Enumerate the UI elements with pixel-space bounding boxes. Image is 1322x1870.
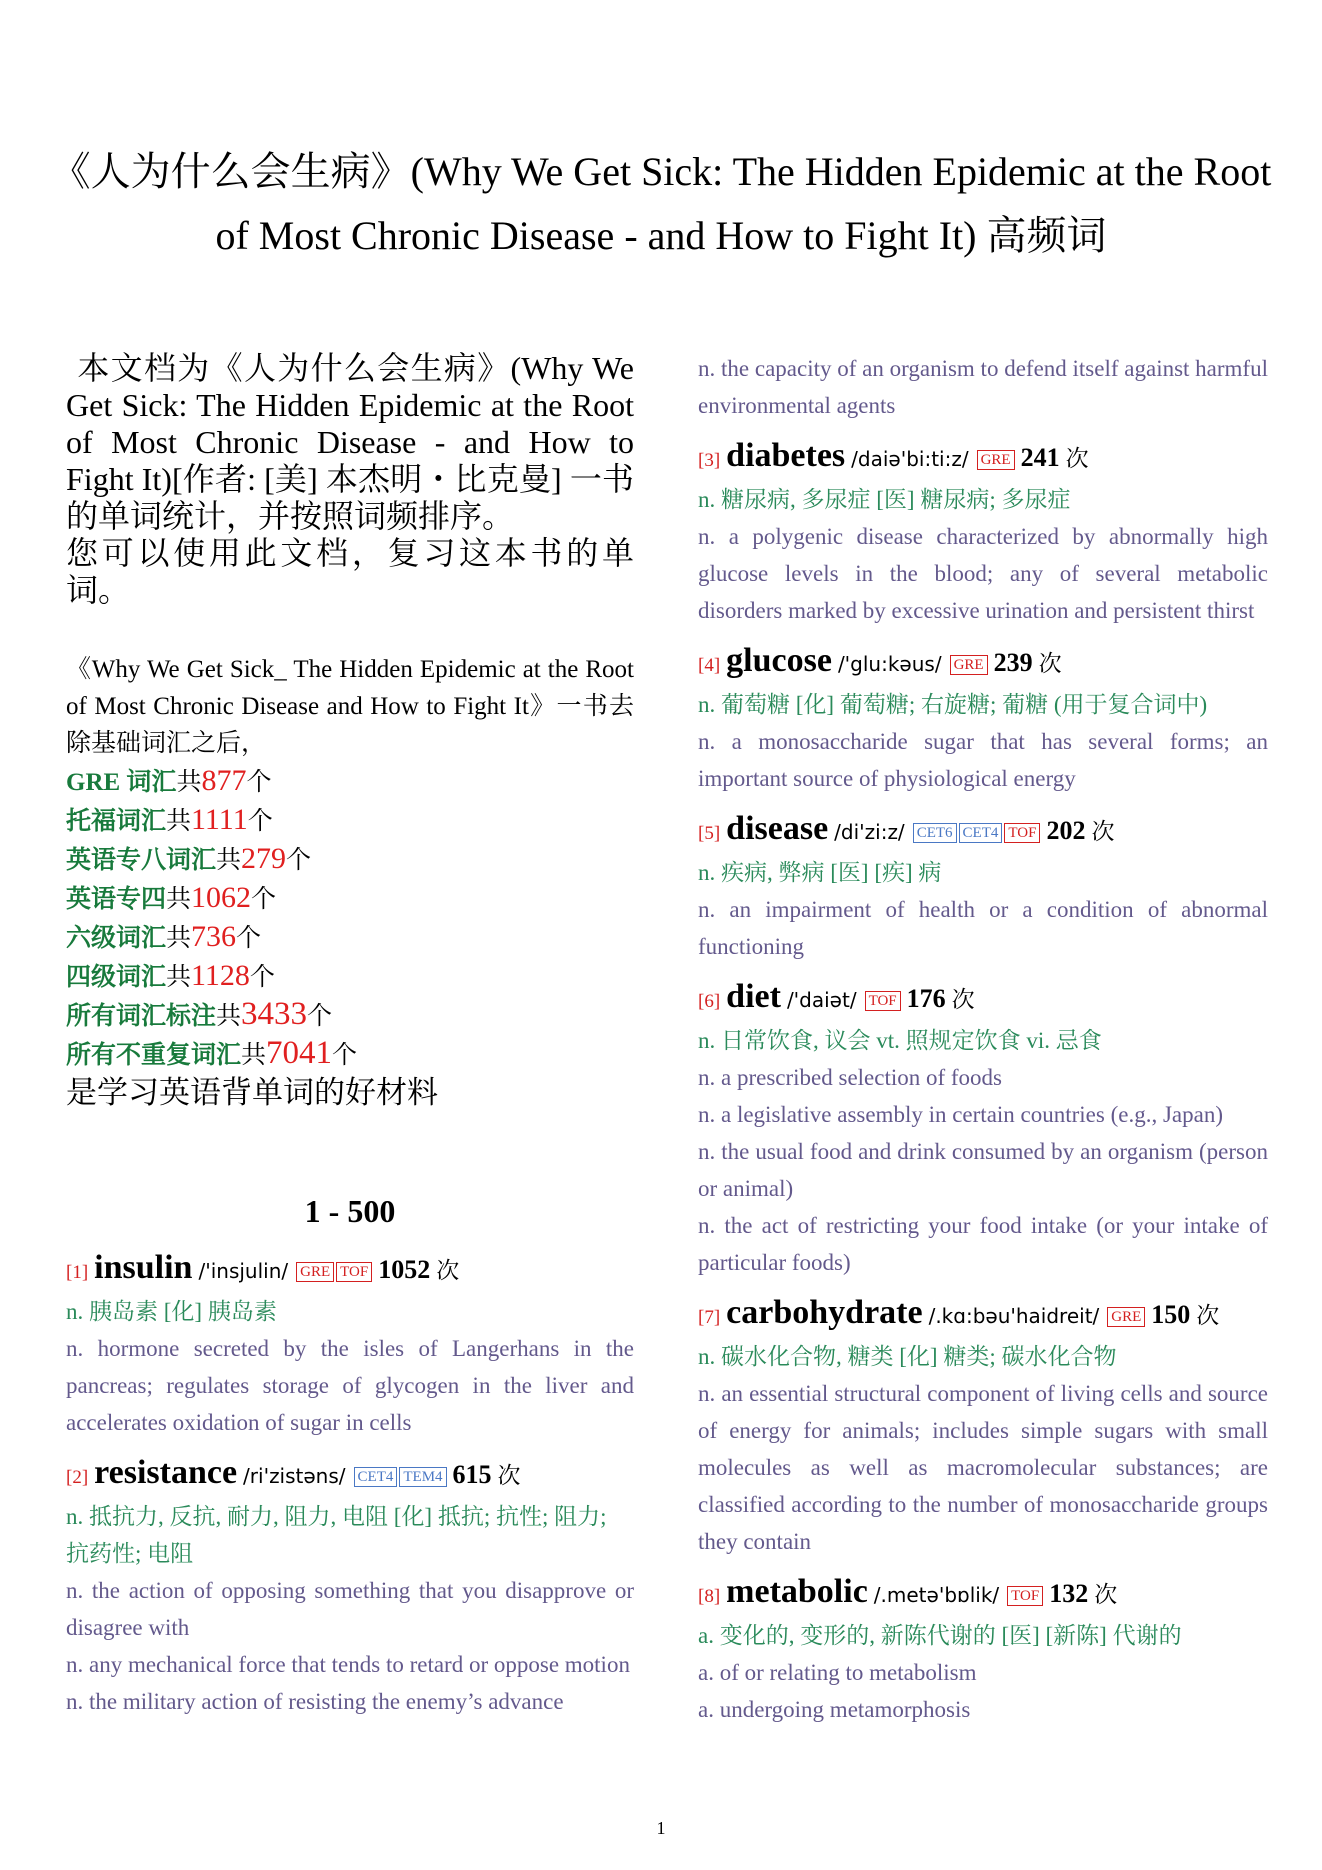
entry-head [698, 809, 1268, 854]
entry-count: 1052 [378, 1255, 431, 1284]
entry-phonetic: /ri'zistəns/ [243, 1464, 346, 1488]
word-entry [66, 1248, 634, 1441]
chinese-definition: n. 葡萄糖 [化] 葡萄糖; 右旋糖; 葡糖 (用于复合词中) [698, 692, 1208, 717]
stat-row [66, 840, 634, 879]
english-definition: a. undergoing metamorphosis [698, 1697, 971, 1722]
english-definition: n. a legislative assembly in certain countries (e.g., Japan) [698, 1102, 1223, 1127]
intro-paragraph: 本文档为《人为什么会生病》(Why We Get Sick: The Hidden Epidemic at the Root of Most Chronic Disease - and How to Fight It)[作者: [美] 本杰明・比克曼] 一书的单词统计，并按照词频排序。 您可以使用此文档，复习这本书的单词。 [66, 350, 634, 608]
count-suffix: 次 [1196, 1303, 1220, 1328]
entry-word: disease [726, 810, 829, 847]
stat-unit: 个 [247, 808, 273, 835]
stat-row [66, 918, 634, 957]
word-entry [698, 436, 1268, 629]
exam-tag: TEM4 [399, 1467, 446, 1487]
exam-tag: CET6 [913, 823, 957, 843]
exam-tag: CET4 [959, 823, 1003, 843]
entry-index: [8] [698, 1586, 721, 1607]
chinese-definition: n. 抵抗力, 反抗, 耐力, 阻力, 电阻 [化] 抵抗; 抗性; 阻力; 抗药性; 电阻 [66, 1504, 607, 1566]
entry-word: resistance [94, 1454, 238, 1491]
english-definition: n. a monosaccharide sugar that has several forms; an important source of physiological energy [698, 729, 1268, 791]
entry-count: 615 [452, 1460, 492, 1489]
word-entry [698, 809, 1268, 965]
exam-tag: GRE [977, 450, 1015, 470]
entry-head [698, 436, 1268, 481]
book-note: 《Why We Get Sick_ The Hidden Epidemic at the Root of Most Chronic Disease and How to Fight It》一书去除基础词汇之后， [66, 656, 634, 757]
exam-tag: TOF [1007, 1586, 1043, 1606]
count-suffix: 次 [1094, 1582, 1118, 1607]
exam-tag: TOF [336, 1262, 372, 1282]
stat-count: 7041 [266, 1035, 333, 1071]
stat-label: 英语专八词汇 [66, 847, 217, 874]
exam-tag: TOF [1004, 823, 1040, 843]
count-suffix: 次 [497, 1463, 521, 1488]
entry-word: carbohydrate [726, 1294, 923, 1331]
stat-count: 1128 [191, 959, 250, 992]
english-definition: n. a prescribed selection of foods [698, 1065, 1003, 1090]
english-definition: n. the usual food and drink consumed by an organism (person or animal) [698, 1139, 1268, 1201]
english-definition: n. an essential structural component of living cells and source of energy for animals; includes simple sugars with small molecules as well as macromolecular substances; are classified according to the number of monosaccharide groups they contain [698, 1381, 1268, 1554]
stat-total-word: 共 [166, 808, 192, 835]
stat-row [66, 957, 634, 996]
stat-label: 六级词汇 [66, 925, 167, 952]
page-title: 《人为什么会生病》(Why We Get Sick: The Hidden Epidemic at the Root of Most Chronic Disease - and How to Fight It) 高频词 [50, 149, 1272, 258]
stat-unit: 个 [286, 847, 312, 874]
english-definition: n. the action of opposing something that you disapprove or disagree with [66, 1578, 634, 1640]
stat-unit: 个 [251, 886, 277, 913]
entry-head [698, 1572, 1268, 1617]
entry-word: diet [726, 978, 781, 1015]
left-entries [66, 1248, 634, 1720]
stat-count: 1062 [191, 881, 252, 914]
entry-count: 239 [993, 648, 1033, 677]
english-definition: n. the act of restricting your food intake (or your intake of particular foods) [698, 1213, 1268, 1275]
english-definition: n. hormone secreted by the isles of Langerhans in the pancreas; regulates storage of glycogen in the liver and accelerates oxidation of sugar in cells [66, 1336, 634, 1435]
entry-head [698, 977, 1268, 1022]
exam-tag: GRE [1107, 1307, 1145, 1327]
word-entry [698, 977, 1268, 1281]
stat-row [66, 801, 634, 840]
closing-note: 是学习英语背单词的好材料 [66, 1075, 438, 1110]
stat-label: 英语专四 [66, 886, 167, 913]
exam-tag: GRE [296, 1262, 334, 1282]
right-entries [698, 436, 1268, 1728]
stat-label: 所有词汇标注 [66, 1003, 217, 1030]
right-column [698, 350, 1268, 1740]
stat-total-word: 共 [166, 964, 192, 991]
stat-count: 1111 [191, 803, 248, 836]
entry-phonetic: /di'zi:z/ [834, 820, 905, 844]
entry-index: [2] [66, 1467, 89, 1488]
exam-tag: GRE [950, 655, 988, 675]
entry-index: [3] [698, 450, 721, 471]
stat-row [66, 879, 634, 918]
stat-total-word: 共 [166, 925, 192, 952]
chinese-definition: n. 糖尿病, 多尿症 [医] 糖尿病; 多尿症 [698, 487, 1071, 512]
stat-count: 3433 [241, 996, 308, 1032]
english-definition: n. any mechanical force that tends to retard or oppose motion [66, 1652, 630, 1677]
stat-row [66, 1035, 634, 1074]
entry-phonetic: /'daiət/ [786, 988, 857, 1012]
stat-total-word: 共 [166, 886, 192, 913]
entry-head [66, 1248, 634, 1293]
entry-head [698, 641, 1268, 686]
entry-phonetic: /'glu:kəus/ [837, 652, 942, 676]
count-suffix: 次 [1065, 446, 1089, 471]
chinese-definition: n. 日常饮食, 议会 vt. 照规定饮食 vi. 忌食 [698, 1028, 1102, 1053]
stat-row [66, 762, 634, 801]
word-entry [698, 641, 1268, 797]
entry-count: 150 [1151, 1300, 1191, 1329]
stat-row [66, 996, 634, 1035]
entry-head [66, 1453, 634, 1498]
entry-head [698, 1293, 1268, 1338]
exam-tag: CET4 [354, 1467, 398, 1487]
entry-word: diabetes [726, 437, 846, 474]
chinese-definition: a. 变化的, 变形的, 新陈代谢的 [医] [新陈] 代谢的 [698, 1623, 1182, 1648]
page-number: 1 [656, 1818, 666, 1838]
english-definition: n. a polygenic disease characterized by abnormally high glucose levels in the blood; any of several metabolic disorders marked by excessive urination and persistent thirst [698, 524, 1268, 623]
chinese-definition: n. 碳水化合物, 糖类 [化] 糖类; 碳水化合物 [698, 1344, 1117, 1369]
stat-unit: 个 [246, 769, 272, 796]
stat-count: 279 [241, 842, 287, 875]
english-definition: n. an impairment of health or a condition of abnormal functioning [698, 897, 1268, 959]
range-heading: 1 - 500 [304, 1193, 396, 1229]
word-entry [698, 1572, 1268, 1728]
count-suffix: 次 [1038, 651, 1062, 676]
stat-label: 所有不重复词汇 [66, 1042, 242, 1069]
stat-unit: 个 [307, 1003, 333, 1030]
entry-index: [5] [698, 823, 721, 844]
entry-phonetic: /.metə'bɒlik/ [873, 1583, 1000, 1607]
left-column [66, 350, 634, 1732]
entry-count: 176 [906, 984, 946, 1013]
chinese-definition: n. 胰岛素 [化] 胰岛素 [66, 1299, 277, 1324]
stats-list [66, 762, 634, 1074]
english-definition: n. the military action of resisting the enemy’s advance [66, 1689, 564, 1714]
count-suffix: 次 [436, 1258, 460, 1283]
word-entry [698, 1293, 1268, 1560]
stat-label: GRE 词汇 [66, 769, 177, 796]
entry-word: glucose [726, 642, 832, 679]
entry-phonetic: /daiə'bi:ti:z/ [851, 447, 969, 471]
stat-count: 736 [191, 920, 237, 953]
entry-index: [4] [698, 655, 721, 676]
chinese-definition: n. 疾病, 弊病 [医] [疾] 病 [698, 860, 942, 885]
stat-unit: 个 [332, 1042, 358, 1069]
entry-count: 132 [1049, 1579, 1089, 1608]
entry-index: [6] [698, 991, 721, 1012]
entry-word: insulin [94, 1249, 193, 1286]
stat-label: 四级词汇 [66, 964, 167, 991]
stat-label: 托福词汇 [66, 808, 167, 835]
count-suffix: 次 [951, 987, 975, 1012]
entry-phonetic: /.kɑ:bəu'haidreit/ [928, 1304, 1100, 1328]
stat-total-word: 共 [216, 847, 242, 874]
entry-index: [1] [66, 1262, 89, 1283]
word-entry [66, 1453, 634, 1720]
stat-unit: 个 [236, 925, 262, 952]
stat-total-word: 共 [241, 1042, 267, 1069]
stat-unit: 个 [249, 964, 275, 991]
entry-word: metabolic [726, 1573, 868, 1610]
exam-tag: TOF [865, 991, 901, 1011]
entry-phonetic: /'insjulin/ [198, 1259, 289, 1283]
continued-definition: n. the capacity of an organism to defend itself against harmful environmental agents [698, 356, 1268, 418]
stat-total-word: 共 [216, 1003, 242, 1030]
entry-count: 241 [1020, 443, 1060, 472]
count-suffix: 次 [1091, 819, 1115, 844]
english-definition: a. of or relating to metabolism [698, 1660, 977, 1685]
stat-count: 877 [201, 764, 247, 797]
entry-count: 202 [1046, 816, 1086, 845]
entry-index: [7] [698, 1307, 721, 1328]
stat-total-word: 共 [176, 769, 202, 796]
